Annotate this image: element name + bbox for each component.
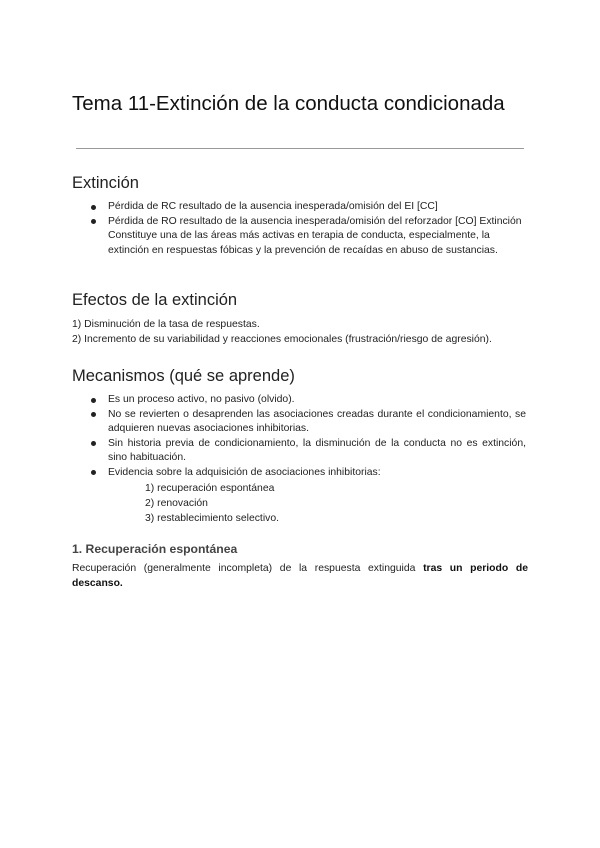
efectos-line-1: 1) Disminución de la tasa de respuestas. bbox=[72, 319, 260, 330]
list-item: Pérdida de RO resultado de la ausencia inesperada/omisión del reforzador [CO] Extinción Constituye una de las áreas más activas en terapia de conducta, especialmente, la extinción en respuestas fóbicas y la prevención de recaídas en abuso de sustancias. bbox=[90, 215, 526, 259]
heading-mecanismos: Mecanismos (qué se aprende) bbox=[72, 367, 295, 385]
sub-item-restablecimiento: 3) restablecimiento selectivo. bbox=[145, 513, 279, 524]
list-item: Es un proceso activo, no pasivo (olvido). bbox=[90, 393, 526, 408]
sub-item-recuperacion: 1) recuperación espontánea bbox=[145, 483, 275, 494]
list-item: Pérdida de RC resultado de la ausencia inesperada/omisión del EI [CC] bbox=[90, 200, 526, 215]
heading-recuperacion: 1. Recuperación espontánea bbox=[72, 542, 238, 556]
sub-item-renovacion: 2) renovación bbox=[145, 498, 208, 509]
list-item: Evidencia sobre la adquisición de asociaciones inhibitorias: bbox=[90, 466, 526, 481]
mecanismos-list bbox=[90, 393, 526, 481]
recuperacion-paragraph bbox=[72, 562, 528, 591]
document-title: Tema 11-Extinción de la conducta condicionada bbox=[72, 92, 505, 115]
list-item: No se revierten o desaprenden las asociaciones creadas durante el condicionamiento, se adquieren nuevas asociaciones inhibitorias. bbox=[90, 408, 526, 437]
efectos-line-2: 2) Incremento de su variabilidad y reacciones emocionales (frustración/riesgo de agresión). bbox=[72, 334, 492, 345]
horizontal-divider bbox=[76, 148, 524, 149]
extincion-list bbox=[90, 200, 526, 258]
heading-extincion: Extinción bbox=[72, 174, 139, 192]
heading-efectos: Efectos de la extinción bbox=[72, 291, 238, 309]
recuperacion-bold-text: tras un periodo de descanso. bbox=[72, 563, 529, 589]
list-item: Sin historia previa de condicionamiento, la disminución de la conducta no es extinción, sino habituación. bbox=[90, 437, 526, 466]
recuperacion-text: Recuperación (generalmente incompleta) de la respuesta extinguida bbox=[72, 563, 424, 574]
